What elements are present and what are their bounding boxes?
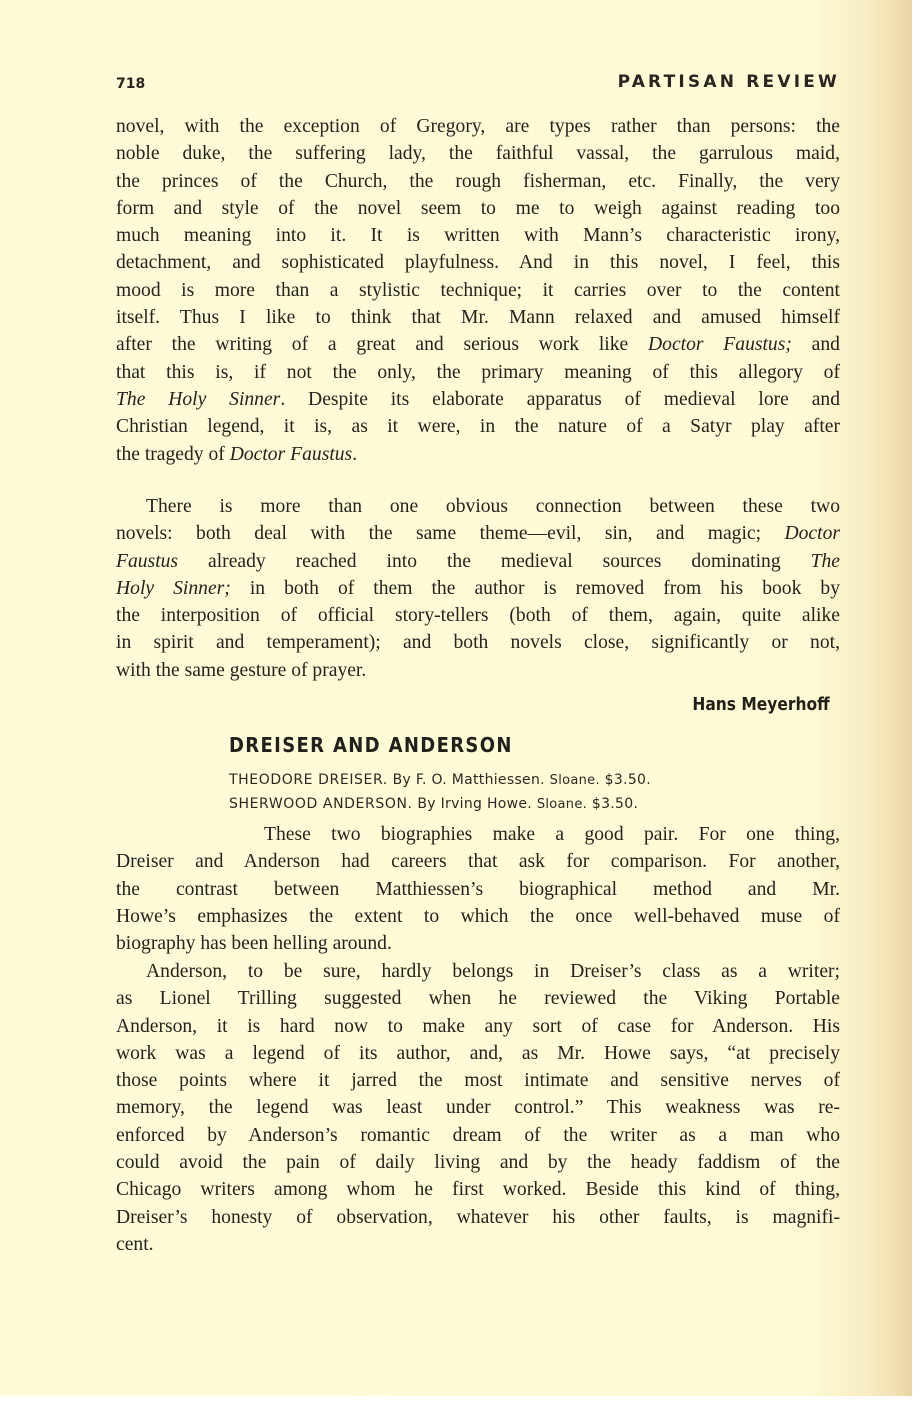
- text-line: [116, 1176, 840, 1203]
- text-line: [116, 195, 840, 222]
- italic-title: The: [810, 550, 840, 572]
- text-line: [116, 548, 840, 575]
- text-run: after the writing of a great and serious work like: [116, 334, 648, 356]
- text-run: with the same gesture of prayer.: [116, 659, 367, 681]
- text-run: Chicago writers among whom he first worked. Beside this kind of thing,: [116, 1179, 840, 1201]
- text-run: Howe’s emphasizes the extent to which the once well-behaved muse of: [116, 905, 840, 927]
- text-line: [116, 1231, 840, 1258]
- text-run: novels: both deal with the same theme—evil, sin, and magic;: [116, 523, 785, 545]
- italic-title: Holy Sinner;: [116, 577, 231, 599]
- text-line: [116, 113, 840, 140]
- book-price: $3.50.: [591, 796, 639, 812]
- book-citation-1: [229, 772, 651, 788]
- text-line: [116, 930, 840, 957]
- text-line: [116, 821, 840, 848]
- text-run: work was a legend of its author, and, as Mr. Howe says, “at precisely: [116, 1042, 840, 1064]
- text-run: . Despite its elaborate apparatus of medieval lore and: [280, 388, 840, 410]
- text-line: [116, 168, 840, 195]
- book-citation-2: [229, 796, 638, 812]
- text-run: detachment, and sophisticated playfulness. And in this novel, I feel, this: [116, 252, 840, 274]
- text-run: Dreiser’s honesty of observation, whatever his other faults, is magnifi-: [116, 1206, 840, 1228]
- text-run: and: [791, 334, 840, 356]
- text-line: [116, 1204, 840, 1231]
- review2-paragraph1: [116, 821, 840, 957]
- text-line: [116, 876, 840, 903]
- text-run: the princes of the Church, the rough fisherman, etc. Finally, the very: [116, 170, 840, 192]
- text-line: [116, 848, 840, 875]
- text-run: could avoid the pain of daily living and by the heady faddism of the: [116, 1152, 840, 1174]
- text-line: [116, 1040, 840, 1067]
- text-line: [116, 277, 840, 304]
- review1-paragraph2: [116, 493, 840, 684]
- text-run: mood is more than a stylistic technique; it carries over to the content: [116, 279, 840, 301]
- text-line: [116, 413, 840, 440]
- text-run: the interposition of official story-tellers (both of them, again, quite alike: [116, 605, 840, 627]
- text-line: [116, 575, 840, 602]
- text-run: Anderson, it is hard now to make any sort of case for Anderson. His: [116, 1015, 840, 1037]
- text-line: [116, 331, 840, 358]
- text-line: [116, 985, 840, 1012]
- text-run: much meaning into it. It is written with Mann’s characteristic irony,: [116, 225, 840, 247]
- text-run: in spirit and temperament); and both novels close, significantly or not,: [116, 632, 840, 654]
- text-run: Anderson, to be sure, hardly belongs in Dreiser’s class as a writer;: [146, 961, 840, 982]
- text-run: itself. Thus I like to think that Mr. Mann relaxed and amused himself: [116, 307, 840, 329]
- text-line: [116, 359, 840, 386]
- text-run: memory, the legend was least under control.” This weakness was re-: [116, 1097, 840, 1119]
- running-head: [116, 72, 840, 96]
- text-run: These two biographies make a good pair. For one thing,: [264, 824, 840, 845]
- text-run: the contrast between Matthiessen’s biographical method and Mr.: [116, 878, 840, 900]
- text-run: already reached into the medieval sources dominating: [178, 550, 811, 572]
- text-line: [116, 304, 840, 331]
- review-heading: DREISER AND ANDERSON: [229, 733, 513, 757]
- text-line: [116, 520, 840, 547]
- italic-title: Doctor: [784, 523, 840, 545]
- text-line: [116, 958, 840, 985]
- italic-title: Doctor Faustus: [229, 443, 353, 465]
- text-line: [116, 249, 840, 276]
- text-line: [116, 1149, 840, 1176]
- text-line: [116, 441, 840, 468]
- review1-paragraph1: [116, 113, 840, 468]
- text-line: [116, 629, 840, 656]
- journal-title: PARTISAN REVIEW: [617, 72, 840, 92]
- text-run: as Lionel Trilling suggested when he reviewed the Viking Portable: [116, 988, 840, 1010]
- text-run: biography has been helling around.: [116, 933, 392, 955]
- text-line: [116, 903, 840, 930]
- text-run: in both of them the author is removed from his book by: [230, 577, 840, 599]
- text-run: those points where it jarred the most intimate and sensitive nerves of: [116, 1070, 840, 1092]
- text-run: the tragedy of: [116, 443, 230, 465]
- text-line: [116, 602, 840, 629]
- book-publisher: Sloane.: [549, 773, 600, 788]
- text-run: novel, with the exception of Gregory, are types rather than persons: the: [116, 116, 840, 137]
- text-line: [116, 386, 840, 413]
- text-line: [116, 1122, 840, 1149]
- text-run: Christian legend, it is, as it were, in the nature of a Satyr play after: [116, 416, 840, 438]
- text-run: noble duke, the suffering lady, the faithful vassal, the garrulous maid,: [116, 143, 840, 165]
- book-author: By F. O. Matthiessen.: [392, 772, 545, 788]
- text-line: [116, 1067, 840, 1094]
- book-author: By Irving Howe.: [417, 796, 533, 812]
- book-title: SHERWOOD ANDERSON.: [229, 796, 413, 812]
- italic-title: Faustus: [116, 550, 179, 572]
- text-run: enforced by Anderson’s romantic dream of the writer as a man who: [116, 1124, 840, 1146]
- italic-title: The Holy Sinner: [116, 388, 281, 410]
- text-run: cent.: [116, 1233, 154, 1255]
- text-run: Dreiser and Anderson had careers that ask for comparison. For another,: [116, 851, 840, 873]
- page-number: 718: [116, 76, 146, 92]
- text-line: [116, 657, 840, 684]
- book-price: $3.50.: [604, 772, 652, 788]
- book-title: THEODORE DREISER.: [229, 772, 388, 788]
- text-run: that this is, if not the only, the primary meaning of this allegory of: [116, 361, 840, 383]
- text-line: [116, 222, 840, 249]
- text-line: [116, 1013, 840, 1040]
- text-line: [116, 140, 840, 167]
- text-run: form and style of the novel seem to me to weigh against reading too: [116, 197, 840, 219]
- italic-title: Doctor Faustus;: [648, 334, 792, 356]
- text-line: [116, 493, 840, 520]
- book-publisher: Sloane.: [536, 797, 588, 812]
- text-run: There is more than one obvious connection between these two: [146, 496, 840, 517]
- review2-paragraph2: [116, 958, 840, 1258]
- reviewer-signature: Hans Meyerhoff: [692, 694, 830, 715]
- text-line: [116, 1094, 840, 1121]
- text-run: .: [352, 443, 358, 465]
